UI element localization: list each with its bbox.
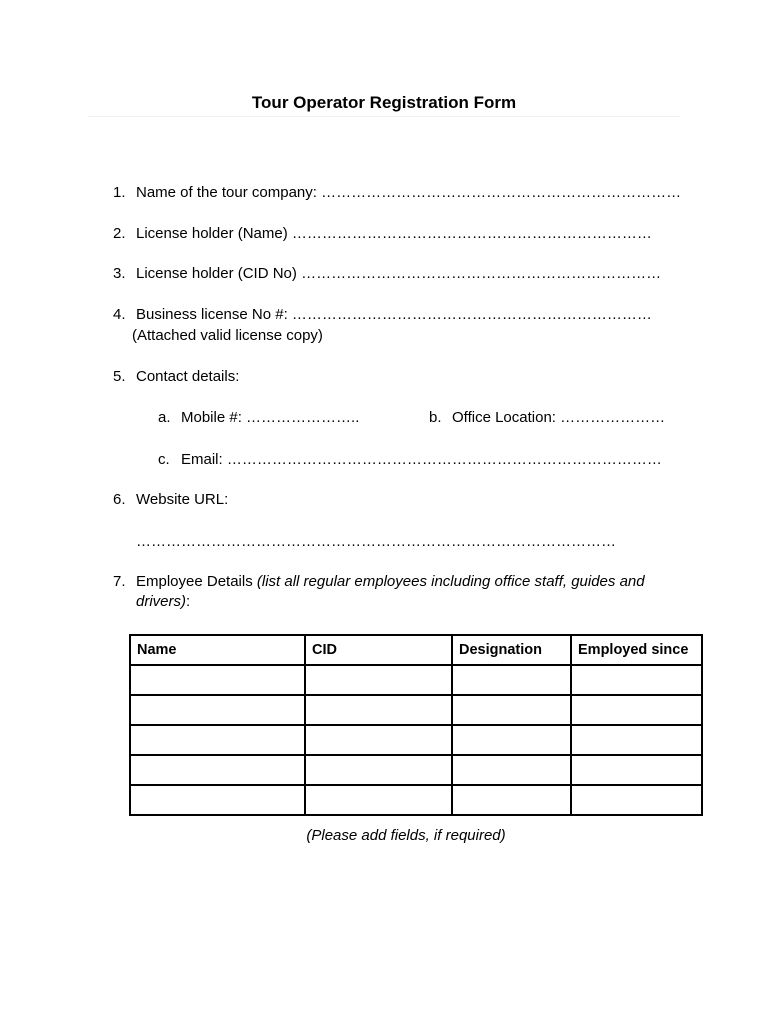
employee-table xyxy=(129,634,703,816)
table-cell xyxy=(305,665,452,695)
table-header-row xyxy=(130,635,702,665)
table-row xyxy=(130,785,702,815)
table-cell xyxy=(130,725,305,755)
sub-item-letter: b. xyxy=(429,409,442,426)
business-license-field: Business license No #: ……………………………………………………………… xyxy=(136,306,652,323)
table-cell xyxy=(130,755,305,785)
table-cell xyxy=(452,665,571,695)
table-row xyxy=(130,665,702,695)
table-cell xyxy=(571,665,702,695)
license-holder-name-field: License holder (Name) ……………………………………………………………… xyxy=(136,225,652,242)
table-row xyxy=(130,755,702,785)
sub-item-letter: c. xyxy=(158,451,170,468)
table-cell xyxy=(305,785,452,815)
mobile-field: Mobile #: ………………….. xyxy=(181,409,360,426)
column-header-cid: CID xyxy=(305,635,452,665)
office-location-field: Office Location: ………………… xyxy=(452,409,666,426)
table-cell xyxy=(452,725,571,755)
employee-details-heading-cont: drivers): xyxy=(136,593,191,610)
website-url-label: Website URL: xyxy=(136,491,229,508)
table-cell xyxy=(452,695,571,725)
table-cell xyxy=(571,755,702,785)
table-row xyxy=(130,725,702,755)
company-name-field: Name of the tour company: ……………………………………………………………… xyxy=(136,184,682,201)
title-divider xyxy=(88,116,680,117)
item-number: 1. xyxy=(113,184,126,201)
employee-details-heading xyxy=(136,572,645,592)
table-cell xyxy=(130,785,305,815)
table-cell xyxy=(305,695,452,725)
add-fields-note: (Please add fields, if required) xyxy=(306,827,506,844)
table-cell xyxy=(305,725,452,755)
website-url-field: …………………………………………………………………………………… xyxy=(136,533,616,550)
item-number: 7. xyxy=(113,573,126,590)
item-number: 5. xyxy=(113,368,126,385)
email-field: Email: …………………………………………………………………………… xyxy=(181,451,662,468)
column-header-employed-since: Employed since xyxy=(571,635,702,665)
employee-details-instruction: (list all regular employees including office staff, guides and xyxy=(256,573,645,590)
contact-details-heading: Contact details: xyxy=(136,368,240,385)
table-cell xyxy=(571,785,702,815)
page-title: Tour Operator Registration Form xyxy=(251,93,517,112)
table-row xyxy=(130,695,702,725)
table-cell xyxy=(130,665,305,695)
table-cell xyxy=(452,755,571,785)
column-header-name: Name xyxy=(130,635,305,665)
license-holder-cid-field: License holder (CID No) ……………………………………………………………… xyxy=(136,265,662,282)
table-cell xyxy=(305,755,452,785)
item-number: 2. xyxy=(113,225,126,242)
employee-details-instruction-cont: drivers) xyxy=(136,593,187,610)
table-cell xyxy=(571,695,702,725)
sub-item-letter: a. xyxy=(158,409,171,426)
table-cell xyxy=(571,725,702,755)
employee-details-label: Employee Details xyxy=(136,573,257,590)
column-header-designation: Designation xyxy=(452,635,571,665)
item-number: 6. xyxy=(113,491,126,508)
license-copy-note: (Attached valid license copy) xyxy=(132,327,323,344)
table-cell xyxy=(452,785,571,815)
item-number: 4. xyxy=(113,306,126,323)
item-number: 3. xyxy=(113,265,126,282)
table-cell xyxy=(130,695,305,725)
